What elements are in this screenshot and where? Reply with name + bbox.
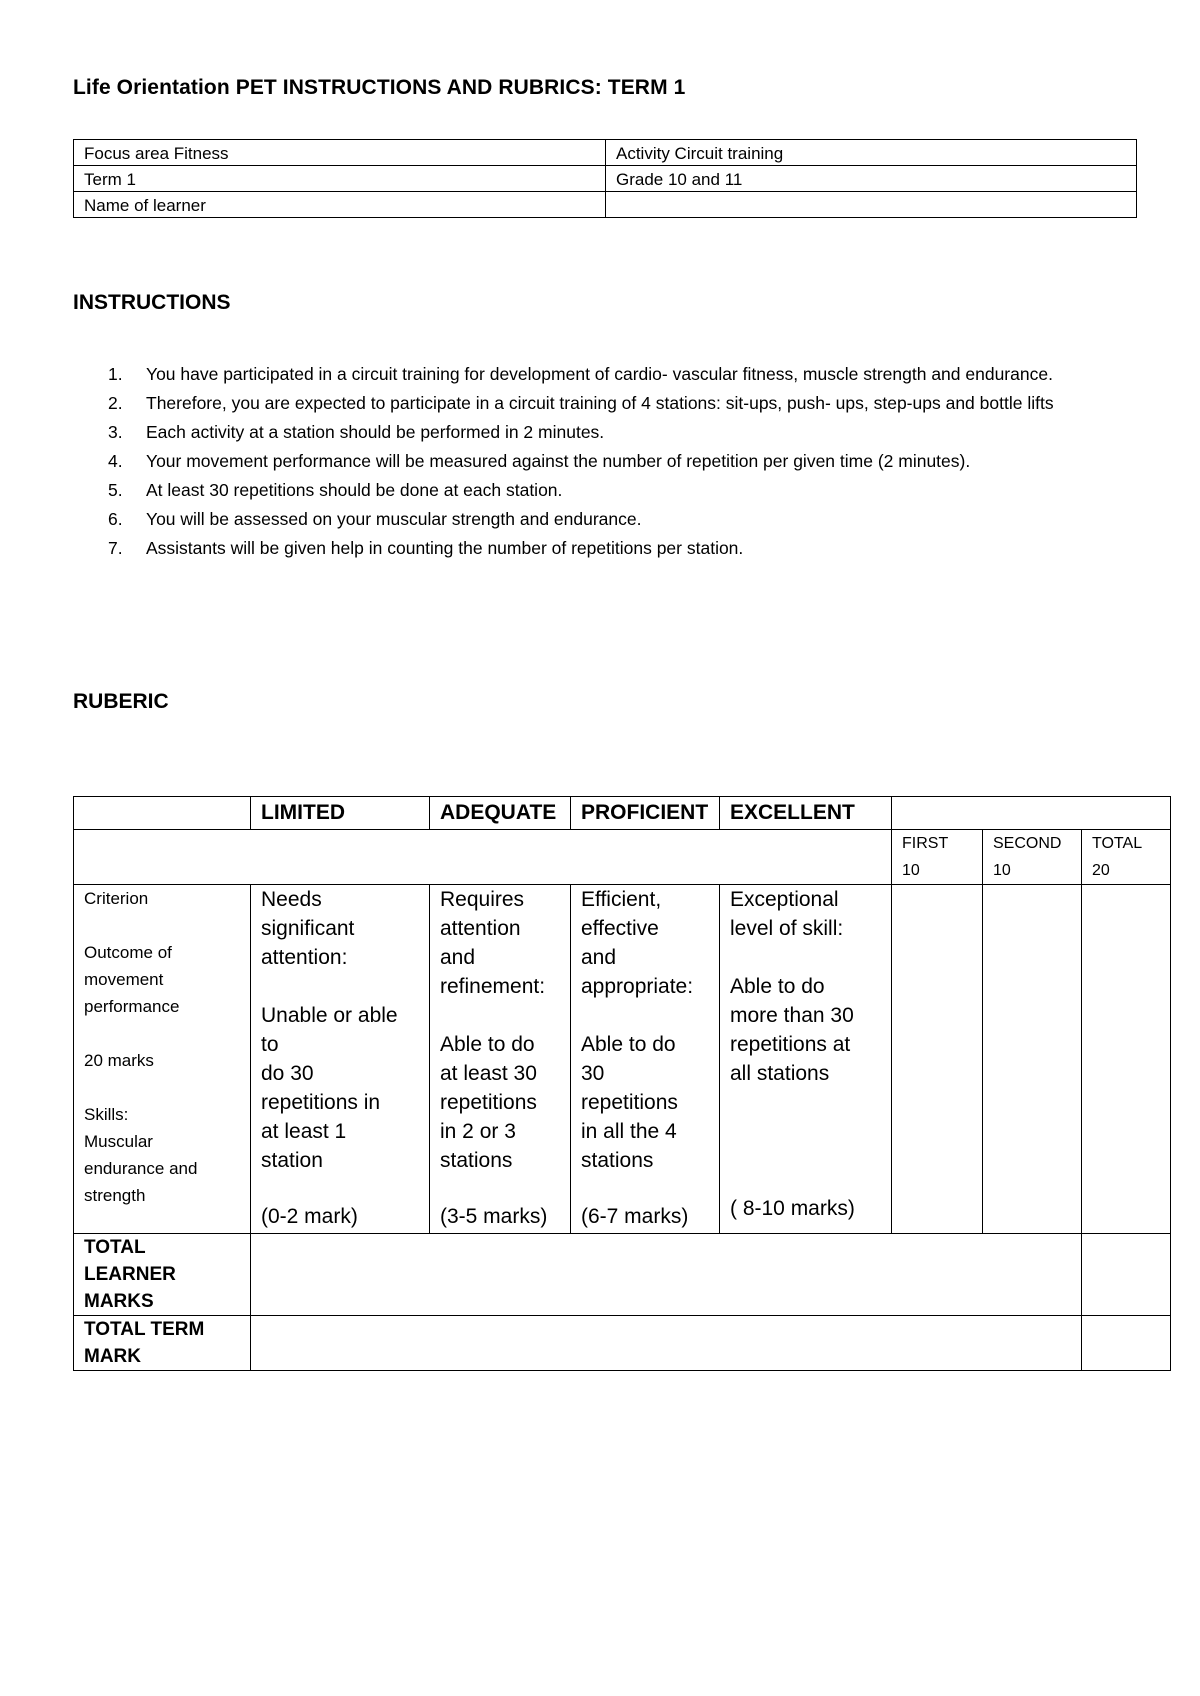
total-term-mark-row	[74, 1316, 1171, 1371]
descriptor-line: in all the 4	[581, 1120, 677, 1143]
criterion-label: Criterion	[84, 889, 149, 908]
info-cell-activity: Activity Circuit training	[606, 140, 1137, 166]
instruction-number: 3.	[108, 422, 123, 442]
score-col-label: TOTAL	[1092, 835, 1143, 852]
descriptor-line: Able to do	[581, 1033, 676, 1056]
instruction-item	[100, 389, 1140, 418]
descriptor-marks: (0-2 mark)	[261, 1205, 358, 1228]
descriptor-line: at least 1	[261, 1120, 347, 1143]
info-cell-focus-area: Focus area Fitness	[74, 140, 606, 166]
criterion-skills-line: Skills:	[84, 1105, 129, 1124]
instruction-text: At least 30 repetitions should be done at each station.	[146, 480, 563, 500]
descriptor-line: to	[261, 1033, 279, 1056]
descriptor-line: stations	[440, 1149, 513, 1172]
score-cell-second[interactable]	[983, 885, 1082, 1234]
descriptor-limited	[251, 885, 430, 1234]
total-term-mark-label	[74, 1316, 251, 1371]
instruction-item	[100, 447, 1140, 476]
score-header-spacer	[74, 830, 892, 885]
descriptor-marks: (3-5 marks)	[440, 1205, 548, 1228]
info-row	[74, 192, 1137, 218]
instruction-text: Therefore, you are expected to participate in a circuit training of 4 stations: sit-ups, push- ups, step-ups and bottle lifts	[146, 393, 1054, 413]
info-cell-learner-name-label: Name of learner	[74, 192, 606, 218]
info-cell-term: Term 1	[74, 166, 606, 192]
descriptor-line: do 30	[261, 1062, 314, 1085]
descriptor-marks: ( 8-10 marks)	[730, 1197, 855, 1220]
descriptor-line: level of skill:	[730, 917, 844, 940]
descriptor-line: stations	[581, 1149, 654, 1172]
info-cell-grade: Grade 10 and 11	[606, 166, 1137, 192]
score-header-blank	[892, 797, 1171, 830]
descriptor-line: Needs	[261, 888, 322, 911]
criterion-skills-line: Muscular	[84, 1132, 153, 1151]
instruction-number: 7.	[108, 538, 123, 558]
rubric-heading: RUBERIC	[73, 690, 169, 713]
descriptor-line: Requires	[440, 888, 525, 911]
descriptor-line: in 2 or 3	[440, 1120, 516, 1143]
criterion-outcome-line: performance	[84, 997, 180, 1016]
total-learner-marks-label	[74, 1234, 251, 1316]
descriptor-marks: (6-7 marks)	[581, 1205, 689, 1228]
descriptor-line: attention	[440, 917, 521, 940]
criterion-skills-line: endurance and	[84, 1159, 198, 1178]
descriptor-line: 30	[581, 1062, 605, 1085]
descriptor-line: and	[581, 946, 617, 969]
total-label-line: MARK	[84, 1346, 141, 1367]
total-learner-marks-value[interactable]	[1082, 1234, 1171, 1316]
descriptor-line: repetitions at	[730, 1033, 851, 1056]
descriptor-line: and	[440, 946, 476, 969]
info-table	[73, 139, 1137, 218]
total-learner-marks-span	[251, 1234, 1082, 1316]
rubric-header-row	[74, 797, 1171, 830]
descriptor-line: Able to do	[440, 1033, 535, 1056]
descriptor-line: more than 30	[730, 1004, 854, 1027]
instruction-number: 2.	[108, 393, 123, 413]
criterion-outcome-line: Outcome of	[84, 943, 172, 962]
instruction-number: 5.	[108, 480, 123, 500]
instructions-list	[100, 360, 1140, 563]
instruction-number: 6.	[108, 509, 123, 529]
instruction-number: 4.	[108, 451, 123, 471]
total-label-line: MARKS	[84, 1291, 154, 1312]
criterion-outcome-line: movement	[84, 970, 164, 989]
descriptor-line: effective	[581, 917, 659, 940]
total-label-line: TOTAL TERM	[84, 1319, 205, 1340]
criterion-marks: 20 marks	[84, 1051, 154, 1070]
level-adequate: ADEQUATE	[430, 797, 571, 830]
level-excellent: EXCELLENT	[720, 797, 892, 830]
instruction-text: You will be assessed on your muscular strength and endurance.	[146, 509, 642, 529]
instruction-item	[100, 534, 1140, 563]
instructions-heading: INSTRUCTIONS	[73, 291, 231, 314]
descriptor-line: repetitions	[581, 1091, 678, 1114]
descriptor-line: appropriate:	[581, 975, 694, 998]
descriptor-proficient	[571, 885, 720, 1234]
total-label-line: TOTAL LEARNER	[84, 1237, 176, 1285]
instruction-number: 1.	[108, 364, 123, 384]
score-col-first	[892, 830, 983, 885]
descriptor-line: at least 30	[440, 1062, 537, 1085]
instruction-text: Assistants will be given help in counting the number of repetitions per station.	[146, 538, 744, 558]
descriptor-line: all stations	[730, 1062, 830, 1085]
descriptor-excellent	[720, 885, 892, 1234]
info-cell-learner-name-value[interactable]	[606, 192, 1137, 218]
info-row	[74, 166, 1137, 192]
criterion-cell	[74, 885, 251, 1234]
score-col-max: 20	[1092, 862, 1110, 879]
score-col-max: 10	[993, 862, 1011, 879]
score-col-max: 10	[902, 862, 920, 879]
document-title: Life Orientation PET INSTRUCTIONS AND RUBRICS: TERM 1	[73, 76, 686, 99]
descriptor-line: Efficient,	[581, 888, 662, 911]
instruction-item	[100, 360, 1140, 389]
descriptor-line: Able to do	[730, 975, 825, 998]
descriptor-line: refinement:	[440, 975, 546, 998]
instruction-item	[100, 505, 1140, 534]
rubric-corner-cell	[74, 797, 251, 830]
level-limited: LIMITED	[251, 797, 430, 830]
score-cell-total[interactable]	[1082, 885, 1171, 1234]
total-learner-marks-row	[74, 1234, 1171, 1316]
score-col-label: FIRST	[902, 835, 949, 852]
descriptor-line: attention:	[261, 946, 348, 969]
descriptor-line: significant	[261, 917, 355, 940]
level-proficient: PROFICIENT	[571, 797, 720, 830]
instruction-text: Your movement performance will be measured against the number of repetition per given time (2 minutes).	[146, 451, 971, 471]
descriptor-line: repetitions	[440, 1091, 537, 1114]
instruction-item	[100, 418, 1140, 447]
score-col-total	[1082, 830, 1171, 885]
total-term-mark-value[interactable]	[1082, 1316, 1171, 1371]
descriptor-line: Exceptional	[730, 888, 839, 911]
score-cell-first[interactable]	[892, 885, 983, 1234]
instruction-item	[100, 476, 1140, 505]
score-col-label: SECOND	[993, 835, 1062, 852]
rubric-criterion-row	[74, 885, 1171, 1234]
criterion-skills-line: strength	[84, 1186, 146, 1205]
total-term-mark-span	[251, 1316, 1082, 1371]
instruction-text: You have participated in a circuit training for development of cardio- vascular fitness, muscle strength and endurance.	[146, 364, 1053, 384]
descriptor-line: Unable or able	[261, 1004, 398, 1027]
descriptor-line: station	[261, 1149, 323, 1172]
rubric-table	[73, 796, 1171, 1371]
descriptor-line: repetitions in	[261, 1091, 381, 1114]
rubric-score-header-row	[74, 830, 1171, 885]
info-row	[74, 140, 1137, 166]
score-col-second	[983, 830, 1082, 885]
instruction-text: Each activity at a station should be performed in 2 minutes.	[146, 422, 605, 442]
descriptor-adequate	[430, 885, 571, 1234]
